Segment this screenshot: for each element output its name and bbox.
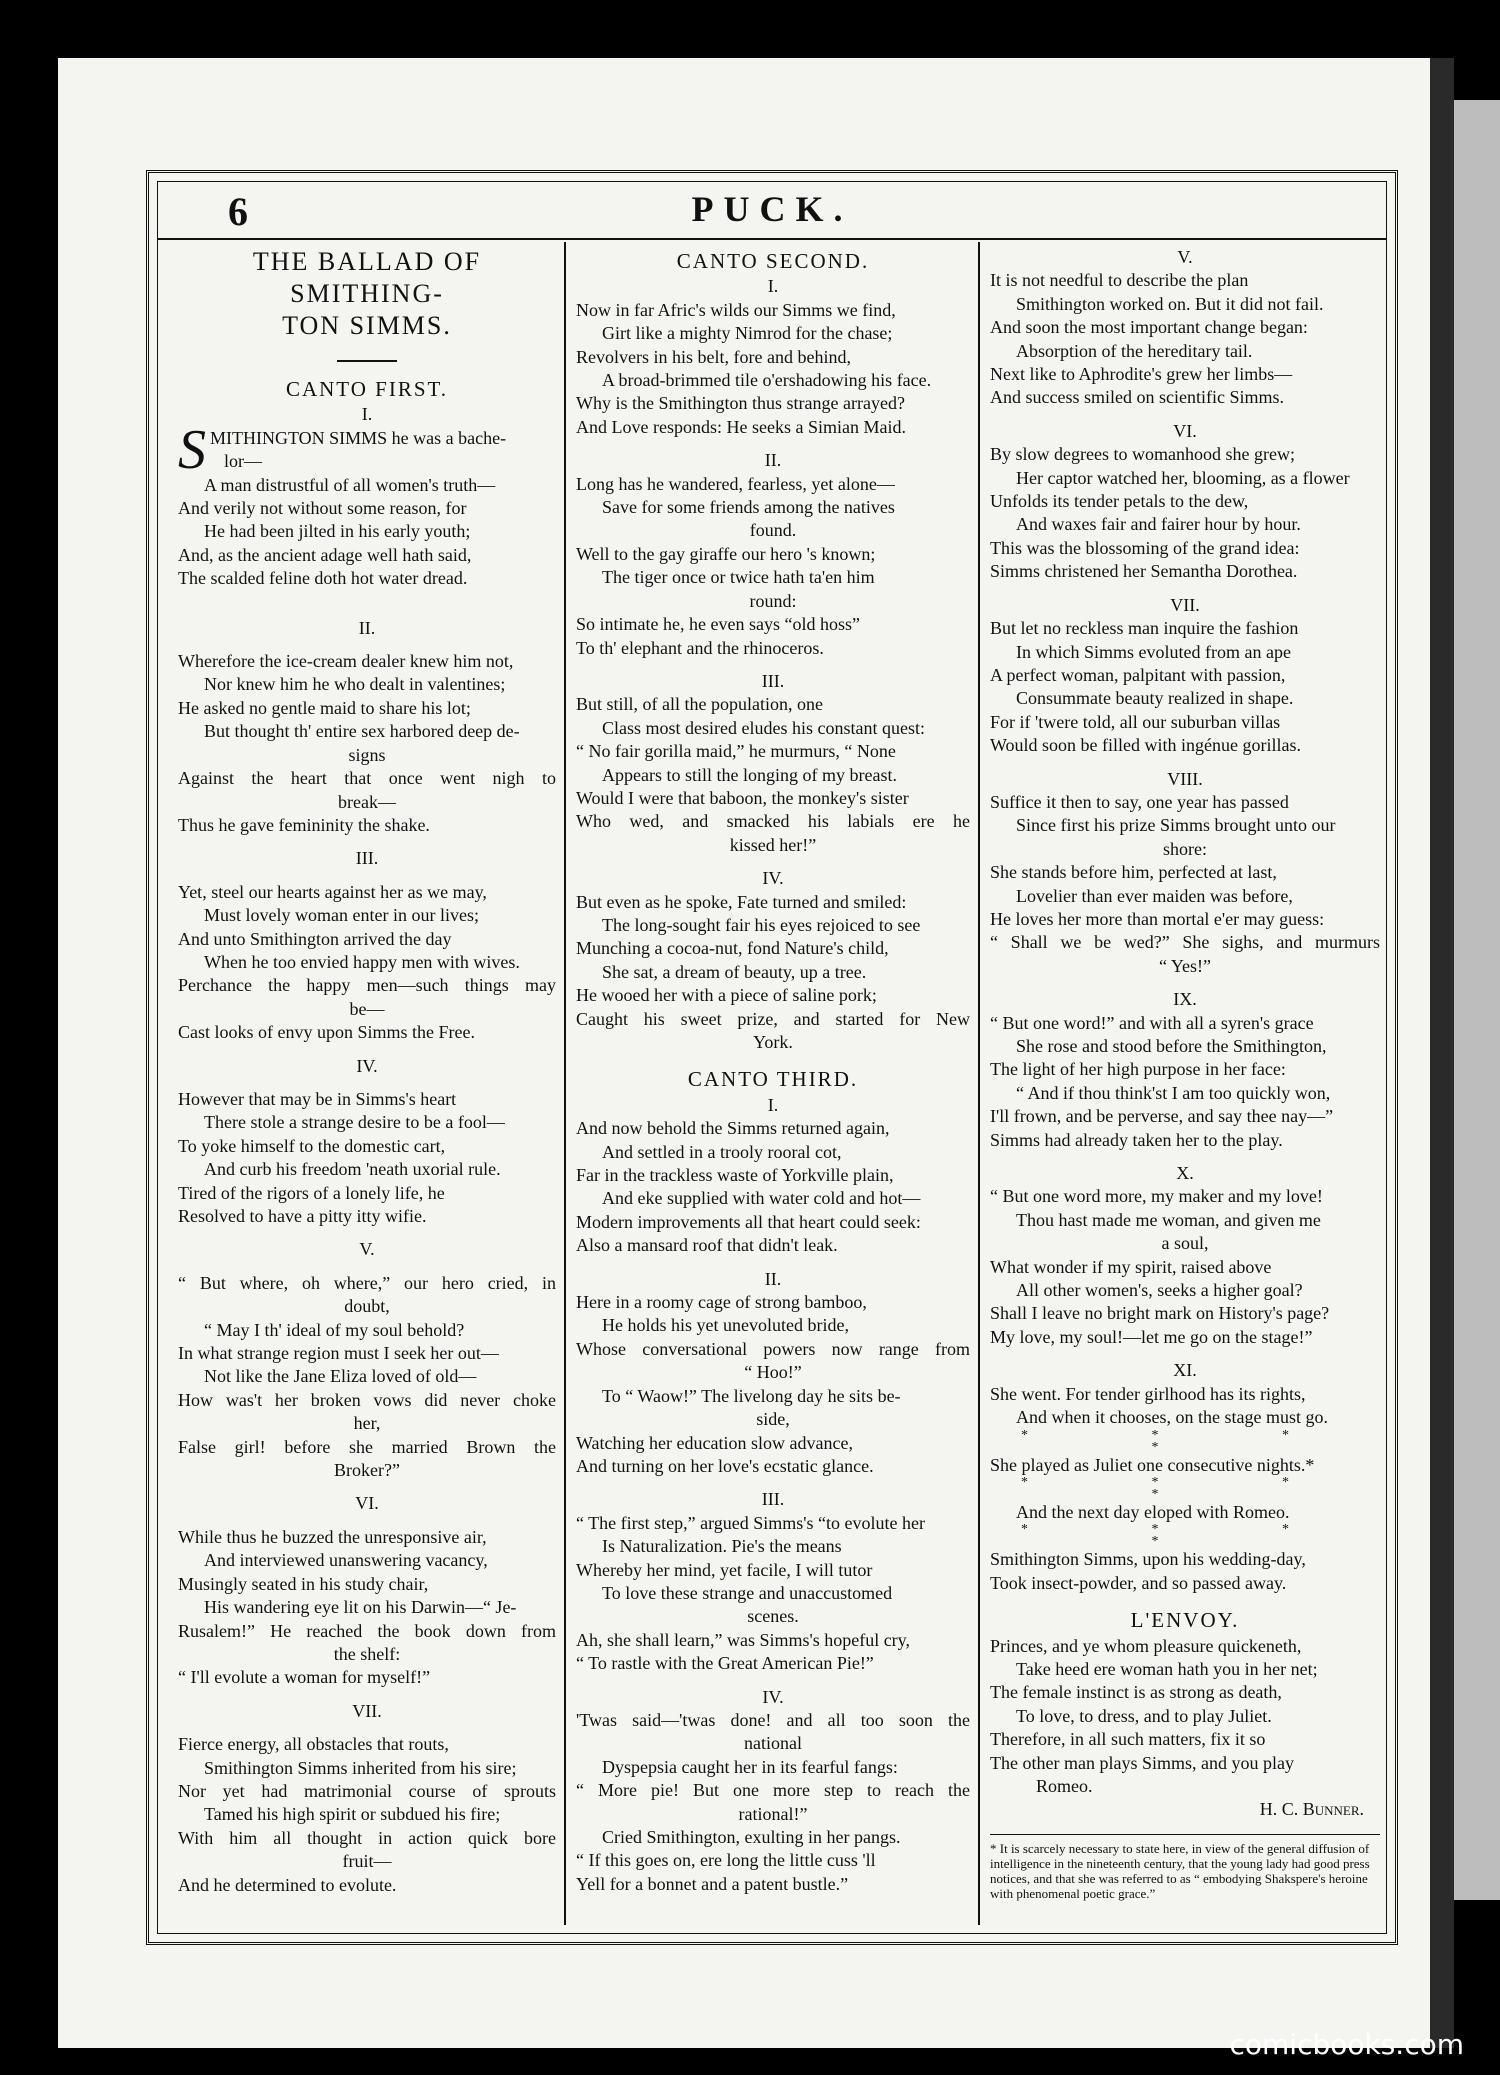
verse-line: A man distrustful of all women's truth— (204, 474, 496, 495)
verse-line: Unfolds its tender petals to the dew, (990, 491, 1249, 512)
verse-line: shore: (1163, 838, 1207, 859)
verse-line: “ Hoo!” (744, 1362, 802, 1383)
verse-line: In what strange region must I seek her out— (178, 1343, 499, 1364)
verse-line: Rusalem!” He reached the book down from (178, 1620, 556, 1641)
stanza-gap (178, 1078, 556, 1088)
verse-line: Against the heart that once went nigh to (178, 768, 556, 789)
verse-line: Consummate beauty realized in shape. (1016, 688, 1294, 709)
verse-line: Princes, and ye whom pleasure quickeneth, (990, 1635, 1302, 1656)
stanza-gap (990, 978, 1380, 988)
stanza-gap (178, 1228, 556, 1238)
next-page-edge (1454, 100, 1500, 1900)
verse-line: Thus he gave femininity the shake. (178, 814, 430, 835)
verse-line: Thou hast made me woman, and given me (1016, 1209, 1321, 1230)
verse-line: Next like to Aphrodite's grew her limbs— (990, 364, 1293, 385)
verse-line: I. (767, 1094, 779, 1115)
verse-line: Whose conversational powers now range from (576, 1338, 970, 1359)
verse-line: “ And if thou think'st I am too quickly won, (1016, 1082, 1331, 1103)
verse-line: All other women's, seeks a higher goal? (1016, 1280, 1303, 1301)
verse-line: And the next day eloped with Romeo. (1016, 1501, 1290, 1522)
verse-line: A broad-brimmed tile o'ershadowing his face. (602, 370, 932, 391)
verse-line: Her captor watched her, blooming, as a flower (1016, 467, 1350, 488)
page-inner-border (157, 181, 1387, 1934)
verse-line: However that may be in Simms's heart (178, 1088, 457, 1109)
verse-line: Would I were that baboon, the monkey's sister (576, 787, 909, 808)
verse-line: her, (353, 1413, 381, 1434)
stanza-gap (178, 1723, 556, 1733)
verse-line: Is Naturalization. Pie's the means (602, 1536, 842, 1557)
verse-line: Nor knew him he who dealt in valentines; (204, 674, 506, 695)
verse-line: Caught his sweet prize, and started for New (576, 1008, 970, 1029)
verse-line: Smithington worked on. But it did not fail. (1016, 293, 1324, 314)
verse-line: national (744, 1733, 802, 1754)
verse-line: The scalded feline doth hot water dread. (178, 568, 468, 589)
canto-heading: CANTO THIRD. (687, 1067, 859, 1092)
asterism: * * * * (1021, 1474, 1349, 1502)
verse-line: IX. (1173, 989, 1197, 1010)
verse-line: Suffice it then to say, one year has passed (990, 791, 1289, 812)
verse-line: signs (348, 744, 386, 765)
verse-line: Dyspepsia caught her in its fearful fangs: (602, 1756, 898, 1777)
footnote: * It is scarcely necessary to state here, in view of the general diffusion of intelligence in the nineteenth century, that the young lady had good press notices, and that she was referred to as “ embodying Shakspere's heroine with phenomenal poetic grace.” (990, 1834, 1380, 1901)
verse-line: IV. (762, 868, 784, 889)
article-title-line: THE BALLAD OF SMITHING- (252, 247, 482, 308)
verse-line: And success smiled on scientific Simms. (990, 387, 1284, 408)
verse-line: False girl! before she married Brown the (178, 1436, 556, 1457)
verse-line: Simms christened her Semantha Dorothea. (990, 561, 1298, 582)
verse-line: For if 'twere told, all our suburban villas (990, 711, 1281, 732)
verse-line: Absorption of the hereditary tail. (1016, 340, 1253, 361)
verse-line: Fierce energy, all obstacles that routs, (178, 1734, 449, 1755)
verse-line: Revolvers in his belt, fore and behind, (576, 346, 851, 367)
verse-line: Who wed, and smacked his labials ere he (576, 811, 970, 832)
verse-line: The light of her high purpose in her face: (990, 1059, 1286, 1080)
verse-line: VI. (355, 1493, 379, 1514)
verse-line: Therefore, in all such matters, fix it so (990, 1729, 1266, 1750)
verse-line: A perfect woman, palpitant with passion, (990, 664, 1286, 685)
verse-line: And now behold the Simms returned again, (576, 1118, 890, 1139)
verse-line: II. (358, 617, 376, 638)
verse-line: She rose and stood before the Smithington, (1016, 1036, 1327, 1056)
verse-line: He holds his yet unevoluted bride, (602, 1315, 849, 1336)
asterism: * * * * (1021, 1427, 1349, 1455)
verse-line: Nor yet had matrimonial course of sprouts (178, 1780, 556, 1801)
verse-line: Wherefore the ice-cream dealer knew him not, (178, 651, 514, 672)
stanza-gap (990, 1152, 1380, 1162)
column-1 (178, 246, 556, 1921)
verse-line: V. (1177, 247, 1193, 267)
verse-line: XI. (1173, 1360, 1197, 1381)
verse-line: III. (355, 848, 379, 869)
verse-line: “ The first step,” argued Simms's “to evolute her (576, 1512, 925, 1533)
verse-line: And verily not without some reason, for (178, 498, 467, 519)
verse-line: How was't her broken vows did never choke (178, 1389, 556, 1410)
verse-line: Ah, she shall learn,” was Simms's hopeful cry, (576, 1629, 911, 1650)
binding-shadow (1430, 58, 1454, 2048)
verse-line: Far in the trackless waste of Yorkville plain, (576, 1165, 894, 1186)
stanza-gap (990, 758, 1380, 768)
verse-line: The long-sought fair his eyes rejoiced to see (602, 914, 921, 935)
stanza-gap (576, 1258, 970, 1268)
verse-line: Resolved to have a pitty itty wifie. (178, 1206, 427, 1226)
verse-line: 'Twas said—'twas done! and all too soon the (576, 1709, 970, 1730)
article-title-line: TON SIMMS. (282, 311, 452, 340)
verse-line: But let no reckless man inquire the fashion (990, 618, 1299, 639)
verse-line: “ May I th' ideal of my soul behold? (204, 1319, 465, 1340)
stanza-gap (178, 871, 556, 881)
verse-line: Munching a cocoa-nut, fond Nature's child, (576, 938, 889, 959)
verse-line: To love, to dress, and to play Juliet. (1016, 1705, 1272, 1726)
verse-line: Watching her education slow advance, (576, 1432, 853, 1453)
verse-line: She stands before him, perfected at last, (990, 862, 1277, 883)
verse-line: kissed her!” (729, 834, 817, 855)
column-3-text (990, 246, 1380, 1822)
verse-line: And Love responds: He seeks a Simian Maid. (576, 416, 906, 437)
verse-line: Since first his prize Simms brought unto our (1016, 815, 1336, 836)
verse-line: My love, my soul!—let me go on the stage!” (990, 1326, 1313, 1347)
verse-line: VI. (1173, 420, 1197, 441)
verse-line: side, (756, 1409, 790, 1430)
verse-line: In which Simms evoluted from an ape (1016, 641, 1291, 662)
verse-line: Smithington Simms, upon his wedding-day, (990, 1549, 1306, 1570)
verse-line: Romeo. (1036, 1775, 1093, 1796)
verse-line: Cast looks of envy upon Simms the Free. (178, 1022, 475, 1043)
verse-line: Take heed ere woman hath you in her net; (1016, 1658, 1318, 1679)
verse-line: And waxes fair and fairer hour by hour. (1016, 514, 1301, 535)
asterism: * * * * (1021, 1522, 1349, 1550)
watermark: comicbooks.com (1229, 2028, 1464, 2061)
verse-line: But even as he spoke, Fate turned and smiled: (576, 891, 907, 912)
stanza-gap (576, 1478, 970, 1488)
verse-line: rational!” (738, 1803, 808, 1824)
verse-line: Class most desired eludes his constant quest: (602, 717, 925, 738)
verse-line: His wandering eye lit on his Darwin—“ Je- (204, 1597, 517, 1618)
verse-line: Would soon be filled with ingénue gorillas. (990, 735, 1302, 756)
verse-line: be— (349, 998, 385, 1019)
verse-line: I. (361, 404, 373, 425)
verse-line: X. (1176, 1163, 1194, 1184)
verse-line: Girt like a mighty Nimrod for the chase; (602, 323, 893, 344)
verse-line: “ But one word more, my maker and my love! (990, 1186, 1323, 1207)
verse-line: “ But one word!” and with all a syren's grace (990, 1012, 1314, 1033)
verse-line: “ No fair gorilla maid,” he murmurs, “ None (576, 741, 896, 762)
magazine-title: PUCK. (691, 189, 853, 229)
verse-line: He asked no gentle maid to share his lot; (178, 697, 471, 718)
stanza-gap (576, 439, 970, 449)
stanza-gap (990, 584, 1380, 594)
verse-line: And, as the ancient adage well hath said, (178, 544, 472, 565)
verse-line: And curb his freedom 'neath uxorial rule. (204, 1159, 501, 1180)
verse-line: found. (749, 520, 797, 541)
verse-line: It is not needful to describe the plan (990, 270, 1249, 291)
verse-line: Took insect-powder, and so passed away. (990, 1572, 1287, 1593)
verse-line: To yoke himself to the domestic cart, (178, 1135, 446, 1156)
verse-line: And eke supplied with water cold and hot— (602, 1188, 921, 1209)
verse-line: VII. (352, 1700, 382, 1721)
stanza-gap (990, 410, 1380, 420)
verse-line: Perchance the happy men—such things may (178, 975, 556, 996)
stanza-gap (576, 1676, 970, 1686)
verse-line: Lovelier than ever maiden was before, (1016, 885, 1293, 906)
verse-line: And settled in a trooly rooral cot, (602, 1141, 842, 1162)
verse-line: Cried Smithington, exulting in her pangs. (602, 1827, 901, 1847)
verse-line: To love these strange and unaccustomed (602, 1582, 893, 1603)
verse-line: “ I'll evolute a woman for myself!” (178, 1667, 431, 1688)
verse-line: IV. (762, 1686, 784, 1707)
verse-line: break— (338, 791, 396, 812)
verse-line: VII. (1170, 594, 1200, 615)
verse-line: “ Yes!” (1159, 955, 1211, 976)
verse-line: Here in a roomy cage of strong bamboo, (576, 1292, 867, 1313)
verse-line: Simms had already taken her to the play. (990, 1129, 1283, 1150)
verse-line: Musingly seated in his study chair, (178, 1573, 429, 1594)
verse-line: Save for some friends among the natives (602, 497, 895, 518)
verse-line: To “ Waow!” The livelong day he sits be- (602, 1385, 901, 1406)
verse-line: So intimate he, he even says “old hoss” (576, 614, 860, 635)
verse-line: To th' elephant and the rhinoceros. (576, 637, 824, 658)
verse-line: Well to the gay giraffe our hero 's known; (576, 543, 876, 564)
verse-line: What wonder if my spirit, raised above (990, 1256, 1272, 1277)
verse-line: “ More pie! But one more step to reach the (576, 1780, 970, 1801)
verse-line: The other man plays Simms, and you play (990, 1752, 1294, 1773)
column-rule-1 (564, 242, 566, 1925)
column-1-text (178, 378, 556, 1897)
verse-line: III. (761, 670, 785, 691)
verse-line: I. (767, 276, 779, 297)
verse-line: Now in far Afric's wilds our Simms we find, (576, 299, 896, 320)
verse-line: He loves her more than mortal e'er may guess: (990, 908, 1325, 929)
verse-line: The tiger once or twice hath ta'en him (602, 567, 875, 588)
verse-line: By slow degrees to womanhood she grew; (990, 444, 1295, 465)
verse-line: “ To rastle with the Great American Pie!” (576, 1653, 874, 1674)
verse-line: But thought th' entire sex harbored deep de- (204, 721, 520, 742)
stanza-gap (178, 1262, 556, 1272)
verse-line: Must lovely woman enter in our lives; (204, 905, 479, 926)
verse-line: the shelf: (333, 1643, 401, 1664)
verse-line: IV. (356, 1055, 378, 1076)
verse-line: The female instinct is as strong as death, (990, 1682, 1282, 1703)
verse-line: And when it chooses, on the stage must go. (1016, 1407, 1328, 1428)
stanza-gap (576, 660, 970, 670)
verse-line: II. (764, 1268, 782, 1289)
verse-line: “ If this goes on, ere long the little cuss 'll (576, 1850, 876, 1871)
verse-line: doubt, (344, 1296, 390, 1317)
canto-heading: CANTO SECOND. (676, 249, 870, 273)
stanza-gap (990, 1349, 1380, 1359)
verse-line: III. (761, 1489, 785, 1510)
verse-line: Long has he wandered, fearless, yet alone— (576, 473, 895, 494)
stanza-gap (178, 837, 556, 847)
title-rule (337, 360, 397, 362)
verse-line: And soon the most important change began: (990, 317, 1308, 338)
verse-line: “ Shall we be wed?” She sighs, and murmurs (990, 932, 1380, 953)
column-2-text (576, 250, 970, 1896)
column-2 (576, 246, 970, 1921)
page-number: 6 (228, 189, 248, 234)
verse-line: fruit— (342, 1851, 392, 1872)
canto-heading: CANTO FIRST. (285, 377, 449, 401)
verse-line: round: (749, 590, 797, 611)
verse-line: She went. For tender girlhood has its rights, (990, 1383, 1306, 1404)
verse-line: When he too envied happy men with wives. (204, 951, 520, 972)
verse-line: And he determined to evolute. (178, 1874, 397, 1895)
stanza-gap (178, 640, 556, 650)
verse-line: V. (359, 1239, 375, 1260)
author-signature: H. C. Bunner. (1259, 1799, 1364, 1820)
stanza-gap (178, 1690, 556, 1700)
column-3 (990, 246, 1380, 1921)
masthead (158, 182, 1386, 240)
stanza-gap (576, 1054, 970, 1064)
stanza-gap (178, 1482, 556, 1492)
verse-line: a soul, (1161, 1233, 1209, 1254)
verse-line: He wooed her with a piece of saline pork; (576, 985, 877, 1006)
column-rule-2 (978, 242, 980, 1925)
verse-line: Broker?” (334, 1460, 400, 1481)
verse-line: Not like the Jane Eliza loved of old— (204, 1366, 477, 1387)
verse-line: York. (753, 1032, 793, 1052)
stanza-gap (178, 1516, 556, 1526)
verse-line: Modern improvements all that heart could seek: (576, 1211, 921, 1232)
verse-line: Yell for a bonnet and a patent bustle.” (576, 1873, 849, 1894)
article-title (178, 246, 556, 342)
verse-text: MITHINGTON SIMMS he was a bache- (210, 427, 507, 448)
verse-line: She sat, a dream of beauty, up a tree. (602, 961, 867, 982)
verse-line: scenes. (747, 1606, 799, 1627)
verse-line: This was the blossoming of the grand idea: (990, 537, 1300, 558)
verse-line: She played as Juliet one consecutive nights.* (990, 1454, 1315, 1475)
verse-line: lor— (224, 451, 262, 472)
verse-line: Tamed his high spirit or subdued his fire; (204, 1804, 501, 1825)
page-frame (146, 170, 1398, 1945)
verse-line: Shall I leave no bright mark on History's page? (990, 1303, 1330, 1324)
stanza-gap (576, 857, 970, 867)
verse-line: Whereby her mind, yet facile, I will tutor (576, 1559, 873, 1580)
verse-line: There stole a strange desire to be a fool— (204, 1112, 505, 1133)
verse-line: I'll frown, and be perverse, and say thee nay—” (990, 1106, 1334, 1127)
verse-line: Tired of the rigors of a lonely life, he (178, 1182, 445, 1203)
canto-heading: L'ENVOY. (1130, 1608, 1240, 1633)
stanza-gap (990, 1595, 1380, 1605)
verse-line: II. (764, 450, 782, 471)
verse-line: Also a mansard roof that didn't leak. (576, 1235, 838, 1256)
verse-line: Yet, steel our hearts against her as we may, (178, 881, 487, 902)
verse-line: VIII. (1167, 768, 1203, 789)
verse-line: But still, of all the population, one (576, 694, 823, 715)
verse-line: While thus he buzzed the unresponsive air, (178, 1526, 487, 1547)
verse-line: And interviewed unanswering vacancy, (204, 1550, 488, 1571)
verse-line: Appears to still the longing of my breast. (602, 764, 897, 785)
drop-cap: S (178, 418, 206, 481)
verse-line: And turning on her love's ecstatic glance. (576, 1455, 874, 1476)
verse-line: Why is the Smithington thus strange arrayed? (576, 393, 905, 414)
verse-line: With him all thought in action quick bore (178, 1827, 556, 1848)
verse-line: He had been jilted in his early youth; (204, 521, 471, 542)
stanza-gap (178, 591, 556, 617)
verse-line: “ But where, oh where,” our hero cried, in (178, 1272, 556, 1293)
verse-line: And unto Smithington arrived the day (178, 928, 452, 949)
stanza-gap (178, 1045, 556, 1055)
verse-line: Smithington Simms inherited from his sire; (204, 1757, 517, 1778)
